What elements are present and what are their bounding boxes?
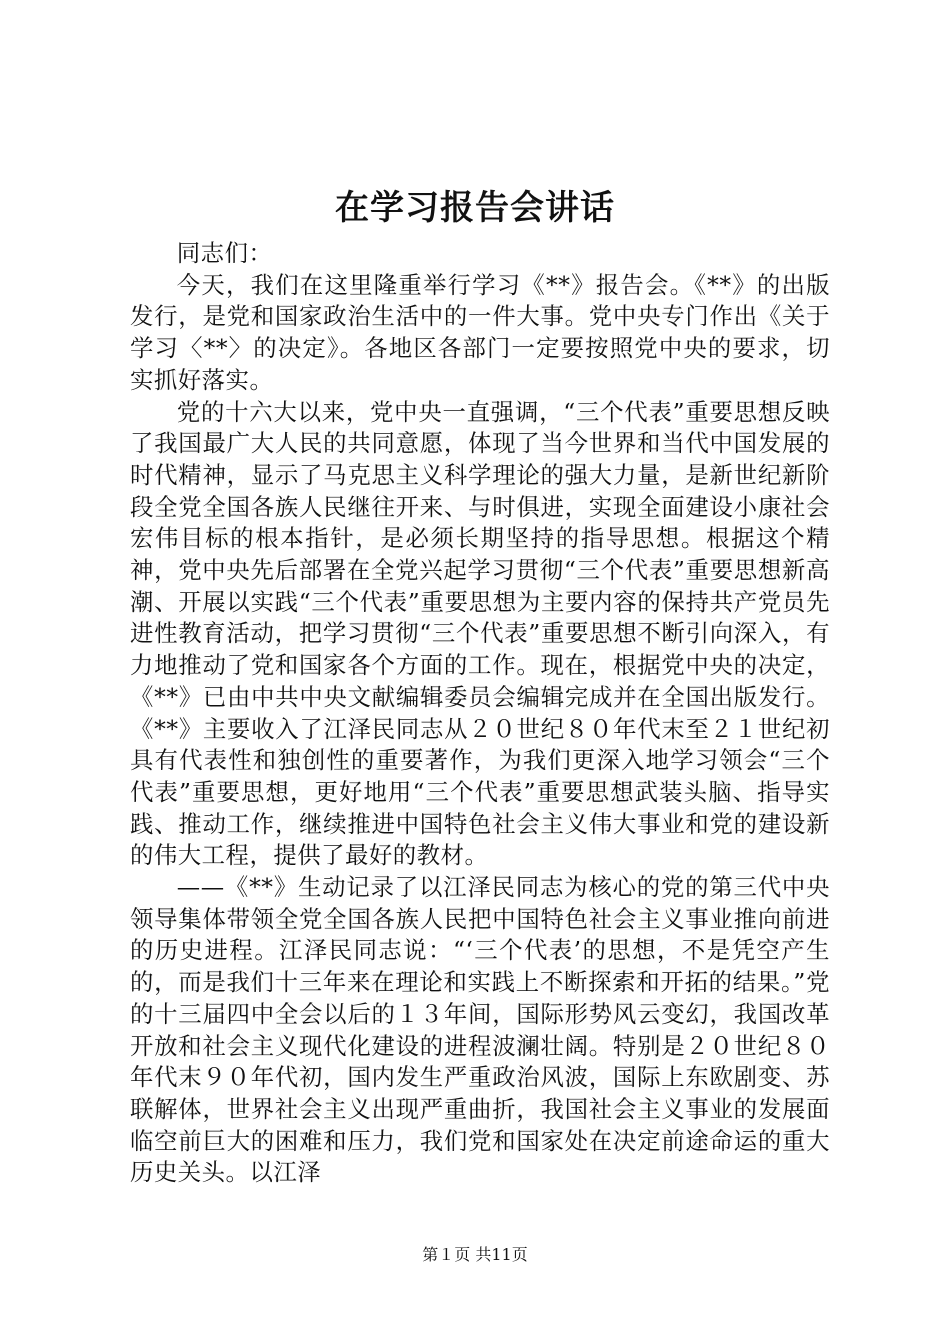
salutation-paragraph: 同志们： [176, 239, 273, 267]
page-number-footer: 第１页 共11页 [422, 1245, 528, 1264]
body-paragraph-1: 今天，我们在这里隆重举行学习《**》报告会。《**》的出版发行，是党和国家政治生活中的一件大事。党中央专门作出《关于学习〈**〉的决定》。各地区各部门一定要按照党中央的要求，切实抓好落实。 [130, 270, 830, 394]
body-paragraph-3: ——《**》生动记录了以江泽民同志为核心的党的第三代中央领导集体带领全党全国各族人民把中国特色社会主义事业推向前进的历史进程。江泽民同志说：“‘三个代表’的思想，不是凭空产生的，而是我们十三年来在理论和实践上不断探索和开拓的结果。”党的十三届四中全会以后的１３年间，国际形势风云变幻，我国改革开放和社会主义现代化建设的进程波澜壮阔。特别是２０世纪８０年代末９０年代初，国内发生严重政治风波，国际上东欧剧变、苏联解体，世界社会主义出现严重曲折，我国社会主义事业的发展面临空前巨大的困难和压力，我们党和国家处在决定前途命运的重大历史关头。以江泽 [130, 873, 830, 1187]
document-title: 在学习报告会讲话 [335, 188, 615, 228]
body-paragraph-2: 党的十六大以来，党中央一直强调，“三个代表”重要思想反映了我国最广大人民的共同意愿，体现了当今世界和当代中国发展的时代精神，显示了马克思主义科学理论的强大力量，是新世纪新阶段全党全国各族人民继往开来、与时俱进，实现全面建设小康社会宏伟目标的根本指针，是必须长期坚持的指导思想。根据这个精神，党中央先后部署在全党兴起学习贯彻“三个代表”重要思想新高潮、开展以实践“三个代表”重要思想为主要内容的保持共产党员先进性教育活动，把学习贯彻“三个代表”重要思想不断引向深入，有力地推动了党和国家各个方面的工作。现在，根据党中央的决定，《**》已由中共中央文献编辑委员会编辑完成并在全国出版发行。《**》主要收入了江泽民同志从２０世纪８０年代末至２１世纪初具有代表性和独创性的重要著作，为我们更深入地学习领会“三个代表”重要思想，更好地用“三个代表”重要思想武装头脑、指导实践、推动工作，继续推进中国特色社会主义伟大事业和党的建设新的伟大工程，提供了最好的教材。 [130, 397, 830, 870]
document-body [130, 238, 830, 1189]
